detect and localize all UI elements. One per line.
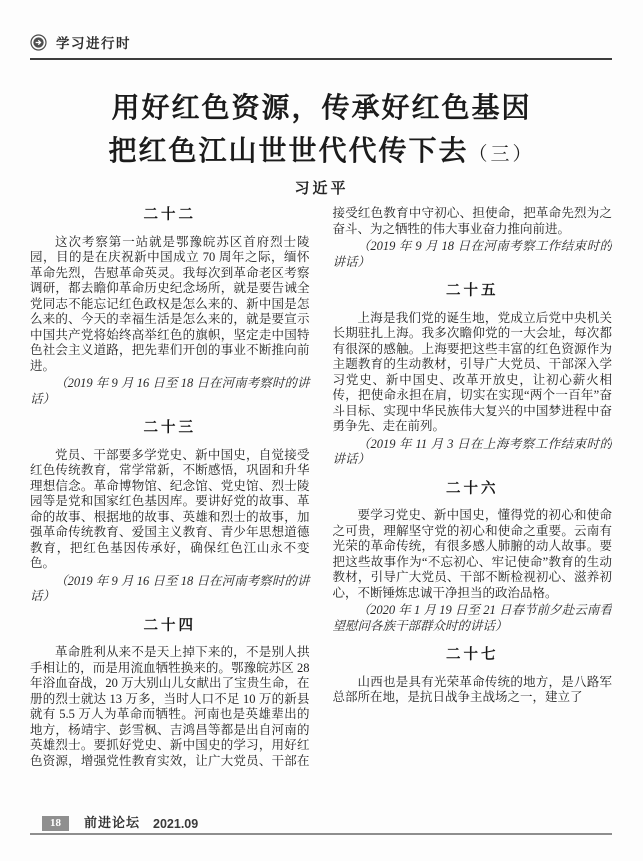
section-heading: 二十六 [446,480,499,497]
section-25 [333,284,613,468]
journal-name: 前进论坛 [84,815,141,830]
article-title-line1: 用好红色资源，传承好红色基因 [111,92,532,123]
section-paragraph: 上海是我们党的诞生地，党成立后党中央机关长期驻扎上海。我多次瞻仰党的一大会址，每次都有很深的感触。上海要把这些丰富的红色资源作为主题教育的生动教材，引导广大党员、干部深入学习党史、新中国史、改革开放史，让初心薪火相传，把使命永担在肩，切实在实现“两个一百年”奋斗目标、实现中华民族伟大复兴的中国梦进程中奋勇争先、走在前列。 [332,310,612,433]
section-heading: 二十三 [143,420,196,436]
section-heading: 二十二 [143,207,196,223]
section-paragraph: 要学习党史、新中国史，懂得党的初心和使命之可贵，理解坚守党的初心和使命之重要。云南有光荣的革命传统，有很多感人肺腑的动人故事。要把这些故事作为“不忘初心、牢记使命”教育的生动教材，引导广大党员、干部不断检视初心、滋养初心，不断锤炼忠诚干净担当的政治品格。 [332,508,612,600]
section-heading: 二十五 [446,283,499,299]
section-citation: （2020 年 1 月 19 日至 21 日春节前夕赴云南看望慰问各族干部群众时的讲话） [332,603,612,633]
running-head-label: 学习进行时 [56,36,131,51]
section-heading: 二十四 [143,617,196,634]
section-paragraph: 这次考察第一站就是鄂豫皖苏区首府烈士陵园，目的是在庆祝新中国成立 70 周年之际，缅怀革命先烈，告慰革命英灵。我每次到革命老区考察调研，都去瞻仰革命历史纪念场所，就是要告诫全党同志不能忘记红色政权是怎么来的、新中国是怎么来的、今天的幸福生活是怎么来的，就是要宣示中国共产党将始终高举红色的旗帜，坚定走中国特色社会主义道路，把先辈们开创的事业不断推向前进。 [30,234,310,373]
section-citation: （2019 年 11 月 3 日在上海考察工作结束时的讲话） [332,436,612,466]
circle-right-arrow-icon [30,34,47,51]
article-body [30,206,612,798]
page-number: 18 [42,816,69,831]
section-paragraph: 党员、干部要多学党史、新中国史，自觉接受红色传统教育，常学常新，不断感悟，巩固和升华理想信念。革命博物馆、纪念馆、党史馆、烈士陵园等是党和国家红色基因库。要讲好党的故事、革命的故事、根据地的故事、英雄和烈士的故事，加强革命传统教育、爱国主义教育、青少年思想道德教育，把红色基因传承好，确保红色江山永不变色。 [30,447,310,570]
section-23 [30,421,310,605]
section-citation: （2019 年 9 月 16 日至 18 日在河南考察时的讲话） [30,376,310,406]
page-footer [30,812,612,835]
section-citation: （2019 年 9 月 16 日至 18 日在河南考察时的讲话） [30,573,310,603]
running-head [30,32,612,60]
section-22 [30,208,310,407]
article-title-line2: 把红色江山世世代代传下去 [108,135,469,166]
issue-date: 2021.09 [153,817,199,831]
section-citation: （2019 年 9 月 18 日在河南考察工作结束时的讲话） [332,239,612,269]
article-title [0,86,643,176]
section-paragraph: 革命胜利从来不是天上掉下来的，不是别人拱手相让的，而是用流血牺牲换来的。鄂豫皖苏区 28 年浴血奋战，20 万大别山儿女献出了宝贵生命，在册的烈士就达 13 万多，当时人口不足 10 万的新县就有 5.5 万人为革命而牺牲。河南也是英雄辈出的地方，杨靖宇、彭雪枫、吉鸿昌等都是出自河南的英雄烈士。要抓好党史、新中国史的学习，用好红色资源，增强党性教育实效，让广大党员、干部在接受红色教育中守初心、担使命，把革命先烈为之奋斗、为之牺牲的伟大事业奋力推向前进。 [30,206,612,768]
article-part-number: （三） [468,144,535,165]
section-26 [333,482,613,635]
section-27 [333,648,613,706]
author-name: 习近平 [294,180,349,197]
section-heading: 二十七 [446,647,499,663]
section-paragraph: 山西也是具有光荣革命传统的地方，是八路军总部所在地，是抗日战争主战场之一，建立了 [332,674,612,704]
